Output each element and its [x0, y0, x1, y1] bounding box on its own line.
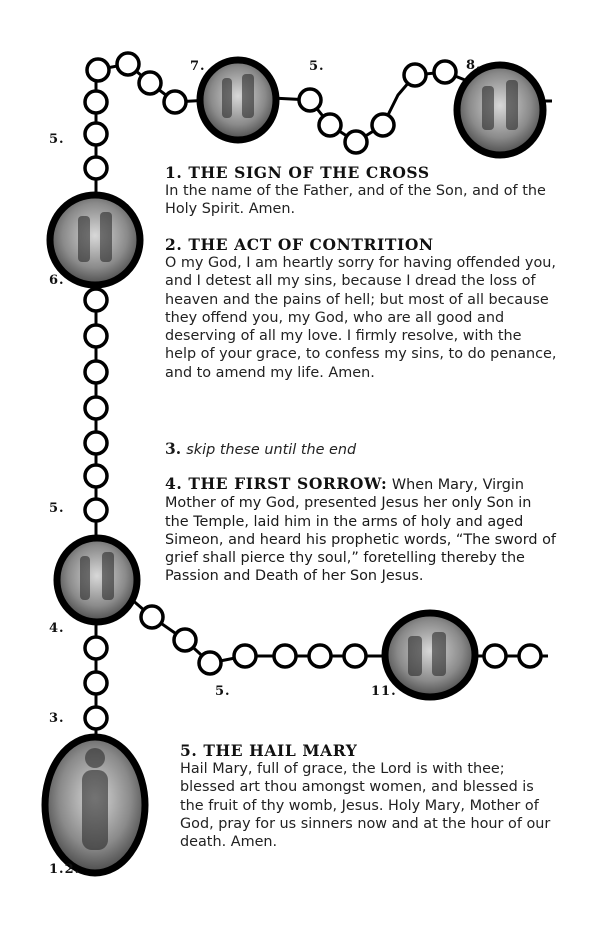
medallion-lower [385, 613, 475, 697]
medallion-left-1 [50, 195, 140, 285]
bead-label: 8. [466, 58, 482, 73]
section-first-sorrow [165, 475, 557, 586]
section-skip-note [165, 439, 557, 458]
section-text: O my God, I am heartly sorry for having offended you, and I detest all my sins, because I dread the loss of heaven and the pains of hell; but most of all because they offend you, my God, who are all good and deserving of all my love. I firmly resolve, with the help of your grace, to confess my sins, to do penance, and to amend my life. Amen. [165, 255, 557, 381]
section-heading: 5. THE HAIL MARY [180, 741, 358, 760]
section-text: In the name of the Father, and of the Son, and of the Holy Spirit. Amen. [165, 183, 546, 218]
bead-label: 4. [49, 621, 65, 636]
bead-label: 6. [49, 273, 65, 288]
medallion-left-2 [57, 538, 137, 622]
bead-label: 3. [49, 711, 65, 726]
bead-label: 5. [309, 59, 325, 74]
section-heading: 4. THE FIRST SORROW [165, 474, 381, 493]
section-hail-mary [180, 741, 560, 851]
bead-label: 1.2. [49, 862, 81, 877]
bead-label: 5. [49, 501, 65, 516]
medallion-top-1 [200, 60, 276, 140]
bead-label: 5. [215, 684, 231, 699]
bead-label: 7. [190, 59, 206, 74]
section-text: skip these until the end [186, 442, 357, 458]
section-act-of-contrition [165, 235, 557, 382]
section-heading: 2. THE ACT OF CONTRITION [165, 235, 434, 254]
bead-label: 5. [49, 132, 65, 147]
heading-colon: : [380, 474, 388, 493]
section-heading: 1. THE SIGN OF THE CROSS [165, 163, 430, 182]
medallion-top-2 [457, 65, 543, 155]
section-number: 3. [165, 439, 182, 458]
section-sign-of-the-cross [165, 163, 557, 219]
section-text: Hail Mary, full of grace, the Lord is with thee; blessed art thou amongst women, and blessed is the fruit of thy womb, Jesus. Holy Mary, Mother of God, pray for us sinners now and at the hour of our death. Amen. [180, 761, 551, 851]
bead-label: 11. [371, 684, 397, 699]
section-text: When Mary, Virgin Mother of my God, presented Jesus her only Son in the Temple, laid him in the arms of holy and aged Simeon, and heard his prophetic words, “The sword of grief shall pierce thy soul,” foretelling thereby the Passion and Death of her Son Jesus. [165, 477, 556, 585]
